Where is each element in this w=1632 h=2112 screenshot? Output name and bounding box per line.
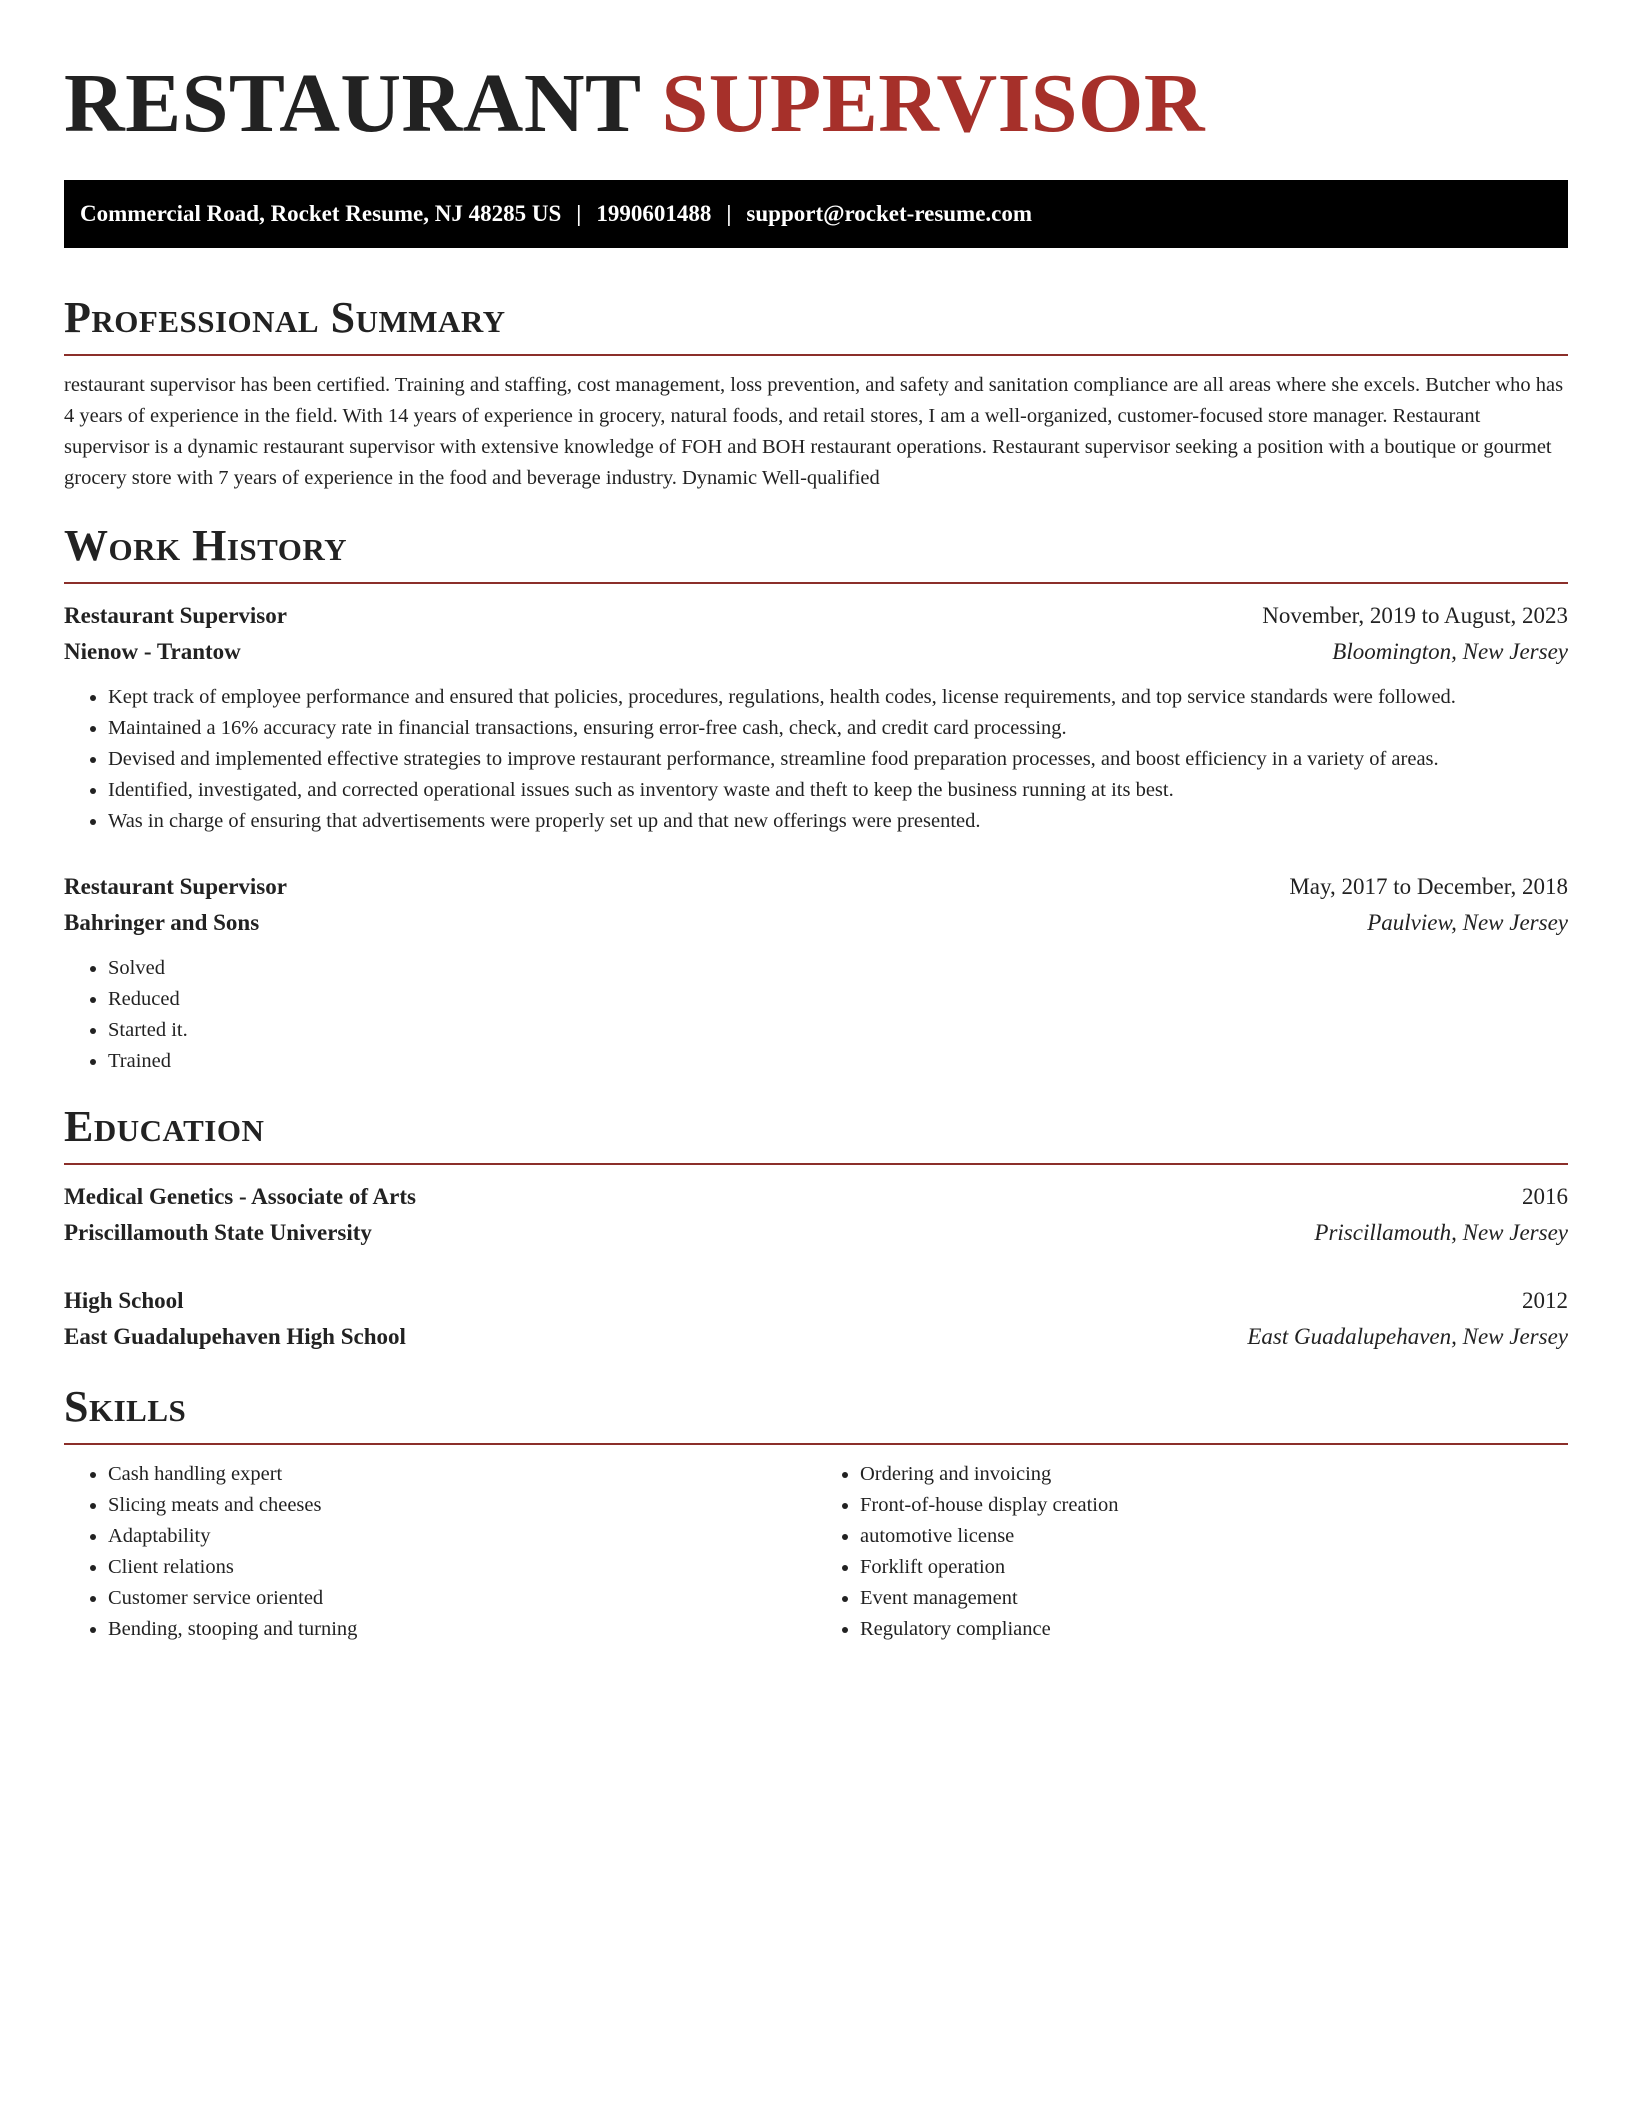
contact-bar [64,180,1568,248]
skill-item: • Slicing meats and cheeses [108,1490,816,1521]
job-role: Restaurant Supervisor [64,603,287,628]
job-entry [64,598,1568,837]
contact-email: support@rocket-resume.com [746,201,1033,226]
job-header-row [64,598,1568,634]
section-title-work-history: Work History [64,521,348,570]
job-dates: November, 2019 to August, 2023 [1262,603,1568,628]
job-bullet: • Started it. [108,1015,1568,1046]
job-header-row [64,869,1568,905]
job-company: Bahringer and Sons [64,910,260,935]
summary-section [64,292,1568,494]
education-section [64,1101,1568,1355]
education-degree: Medical Genetics - Associate of Arts [64,1184,416,1209]
section-divider [64,1443,1568,1445]
resume-title [64,0,1568,152]
job-company: Nienow - Trantow [64,639,241,664]
job-bullet: • Maintained a 16% accuracy rate in financial transactions, ensuring error-free cash, check, and credit card processing. [108,713,1568,744]
education-year: 2012 [1522,1288,1568,1313]
section-divider [64,354,1568,356]
skills-list-right [816,1459,1568,1645]
education-school: Priscillamouth State University [64,1220,372,1245]
skill-item: • Forklift operation [860,1552,1568,1583]
contact-separator: | [576,201,582,226]
title-first-word: RESTAURANT [64,57,641,150]
section-divider [64,582,1568,584]
skill-item: • Front-of-house display creation [860,1490,1568,1521]
job-bullet: • Trained [108,1046,1568,1077]
contact-separator: | [726,201,732,226]
skill-item: • Ordering and invoicing [860,1459,1568,1490]
job-bullet: • Solved [108,953,1568,984]
skill-item: • Regulatory compliance [860,1614,1568,1645]
education-location: Priscillamouth, New Jersey [1314,1220,1568,1245]
education-entry [64,1283,1568,1355]
job-location: Bloomington, New Jersey [1332,639,1568,664]
skill-item: • Bending, stooping and turning [108,1614,816,1645]
education-school-row [64,1319,1568,1355]
summary-text: restaurant supervisor has been certified. Training and staffing, cost management, loss prevention, and safety and sanitation compliance are all areas where she excels. Butcher who has 4 years of experience in the field. With 14 years of experience in grocery, natural foods, and retail stores, I am a well-organized, customer-focused store manager. Restaurant supervisor is a dynamic restaurant supervisor with extensive knowledge of FOH and BOH restaurant operations. Restaurant supervisor seeking a position with a boutique or gourmet grocery store with 7 years of experience in the food and beverage industry. Dynamic Well-qualified [64,374,1564,489]
work-history-section [64,520,1568,1077]
job-company-row [64,905,1568,941]
education-year: 2016 [1522,1184,1568,1209]
skill-item: • automotive license [860,1521,1568,1552]
skill-item: • Customer service oriented [108,1583,816,1614]
skill-item: • Adaptability [108,1521,816,1552]
education-header-row [64,1179,1568,1215]
skills-list-left [64,1459,816,1645]
section-title-summary: Professional Summary [64,293,506,342]
section-title-skills: Skills [64,1382,187,1431]
education-location: East Guadalupehaven, New Jersey [1247,1324,1568,1349]
section-divider [64,1163,1568,1165]
education-school: East Guadalupehaven High School [64,1324,406,1349]
title-second-word: SUPERVISOR [661,57,1206,150]
job-bullet-list [64,682,1568,837]
job-company-row [64,634,1568,670]
contact-address: Commercial Road, Rocket Resume, NJ 48285 US [80,201,562,226]
job-bullet: • Devised and implemented effective strategies to improve restaurant performance, streamline food preparation processes, and boost efficiency in a variety of areas. [108,744,1568,775]
education-header-row [64,1283,1568,1319]
skill-item: • Cash handling expert [108,1459,816,1490]
skills-section [64,1381,1568,1645]
section-title-education: Education [64,1102,265,1151]
contact-phone: 1990601488 [596,201,712,226]
skill-item: • Client relations [108,1552,816,1583]
job-entry [64,869,1568,1077]
skill-item: • Event management [860,1583,1568,1614]
job-bullet: • Was in charge of ensuring that advertisements were properly set up and that new offerings were presented. [108,806,1568,837]
education-school-row [64,1215,1568,1251]
job-bullet: • Reduced [108,984,1568,1015]
job-dates: May, 2017 to December, 2018 [1289,874,1568,899]
job-bullet: • Kept track of employee performance and ensured that policies, procedures, regulations, health codes, license requirements, and top service standards were followed. [108,682,1568,713]
skills-columns [64,1459,1568,1645]
job-bullet-list [64,953,1568,1077]
job-bullet: • Identified, investigated, and corrected operational issues such as inventory waste and theft to keep the business running at its best. [108,775,1568,806]
job-role: Restaurant Supervisor [64,874,287,899]
education-degree: High School [64,1288,184,1313]
education-entry [64,1179,1568,1251]
job-location: Paulview, New Jersey [1367,910,1568,935]
